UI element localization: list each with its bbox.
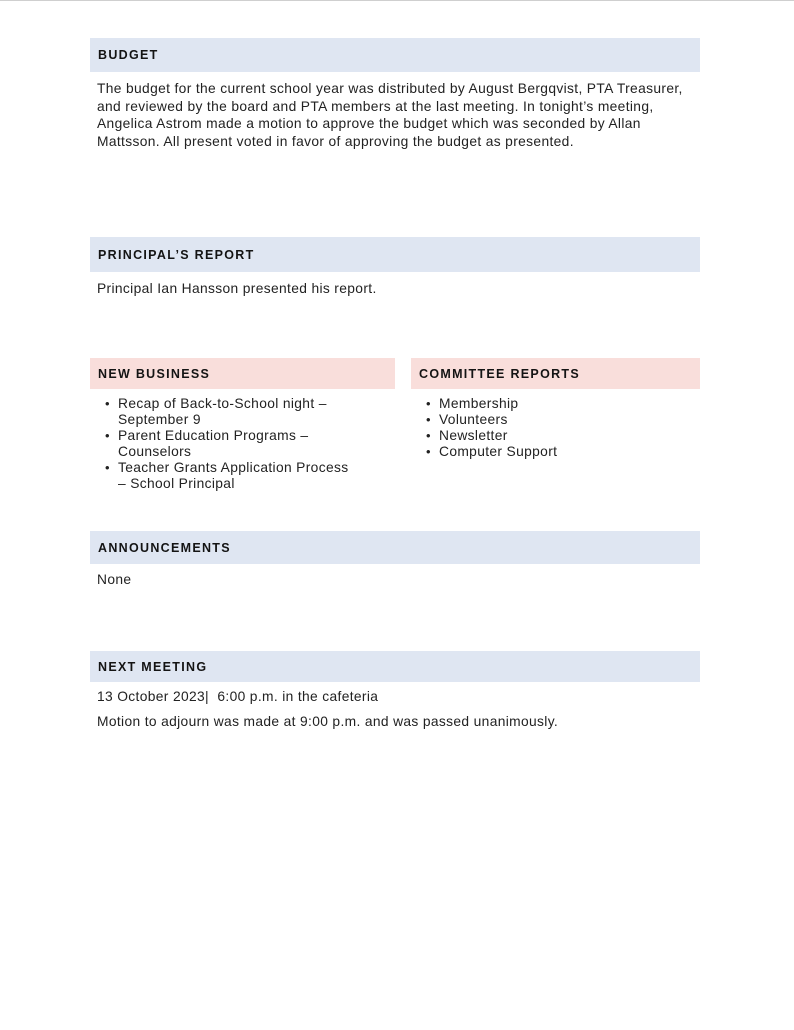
committee-reports-section bbox=[411, 358, 700, 460]
page-top-border bbox=[0, 0, 794, 1]
next-meeting-time-place: 6:00 p.m. in the cafeteria bbox=[217, 689, 379, 704]
budget-heading: BUDGET bbox=[90, 38, 700, 72]
separator: | bbox=[205, 689, 209, 704]
budget-text: The budget for the current school year was distributed by August Bergqvist, PTA Treasurer, and reviewed by the board and PTA members at the last meeting. In tonight’s meeting, Angelica Astrom made a motion to approve the budget which was seconded by Allan Mattsson. All present voted in favor of approving the budget as presented. bbox=[97, 81, 683, 149]
committee-reports-heading: COMMITTEE REPORTS bbox=[411, 358, 700, 389]
new-business-heading: NEW BUSINESS bbox=[90, 358, 395, 389]
list-item: • Teacher Grants Application Process – School Principal bbox=[105, 460, 349, 491]
announcements-text: None bbox=[97, 572, 132, 587]
list-item: • Volunteers bbox=[426, 412, 508, 427]
list-item: • Newsletter bbox=[426, 428, 508, 443]
bullet-icon: • bbox=[426, 428, 431, 443]
list-item: • Parent Education Programs – Counselors bbox=[105, 428, 309, 459]
adjourn-text: Motion to adjourn was made at 9:00 p.m. and was passed unanimously. bbox=[97, 713, 559, 729]
bullet-icon: • bbox=[426, 444, 431, 459]
list-item: • Recap of Back-to-School night – September 9 bbox=[105, 396, 327, 427]
next-meeting-section bbox=[90, 651, 700, 730]
announcements-section bbox=[90, 531, 700, 589]
announcements-heading: ANNOUNCEMENTS bbox=[90, 531, 700, 564]
new-business-section bbox=[90, 358, 395, 492]
budget-section bbox=[90, 38, 700, 150]
next-meeting-date: 13 October 2023 bbox=[97, 689, 206, 704]
list-item: • Computer Support bbox=[426, 444, 558, 459]
next-meeting-details bbox=[90, 688, 700, 706]
bullet-icon: • bbox=[105, 396, 110, 411]
bullet-icon: • bbox=[426, 396, 431, 411]
committee-reports-list bbox=[411, 396, 700, 460]
new-business-list bbox=[90, 396, 395, 492]
principal-report-section bbox=[90, 237, 700, 298]
bullet-icon: • bbox=[105, 460, 110, 475]
next-meeting-heading: NEXT MEETING bbox=[90, 651, 700, 682]
principal-report-heading: PRINCIPAL’S REPORT bbox=[90, 237, 700, 272]
bullet-icon: • bbox=[426, 412, 431, 427]
principal-report-text: Principal Ian Hansson presented his report. bbox=[97, 281, 377, 296]
list-item: • Membership bbox=[426, 396, 519, 411]
bullet-icon: • bbox=[105, 428, 110, 443]
